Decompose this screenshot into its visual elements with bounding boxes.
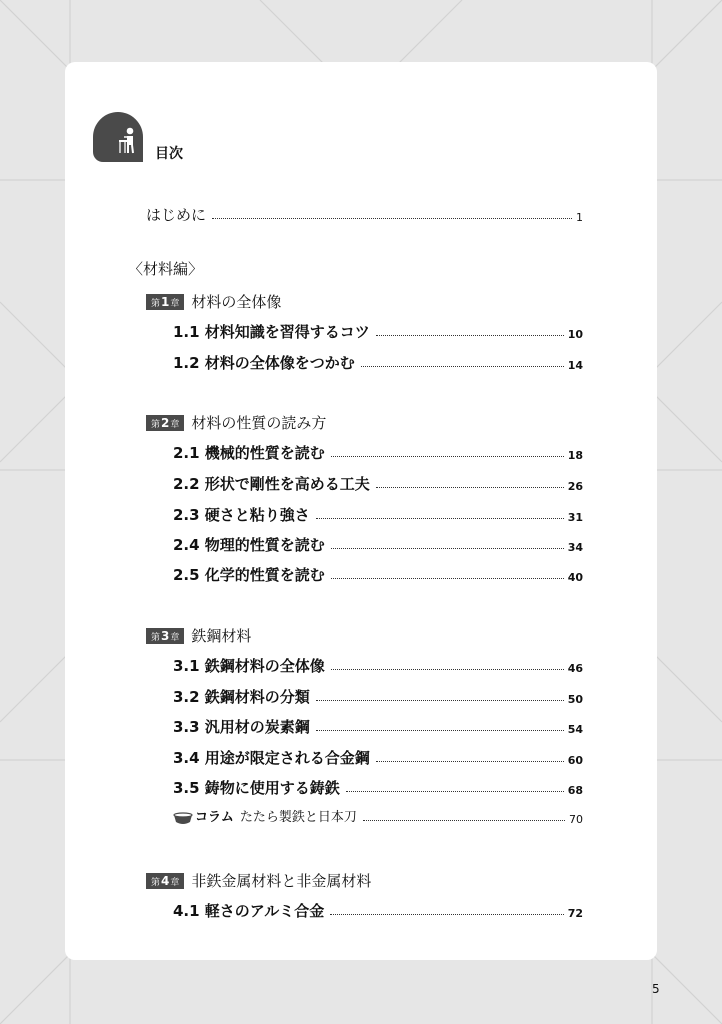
entry-label: 2.2 形状で剛性を高める工夫	[173, 475, 370, 493]
dot-leader	[331, 547, 564, 549]
chapter-title: 材料の全体像	[191, 293, 282, 311]
page-ref: 34	[567, 541, 583, 554]
chapter-heading-3[interactable]	[146, 627, 251, 645]
chapter-title: 材料の性質の読み方	[191, 414, 327, 432]
chapter-badge: 第4章	[146, 873, 184, 889]
entry-label: 2.1 機械的性質を読む	[173, 444, 325, 462]
toc-entry[interactable]	[173, 779, 583, 797]
dot-leader	[330, 913, 563, 915]
entry-label: 3.3 汎用材の炭素鋼	[173, 718, 310, 736]
toc-entry-column[interactable]	[173, 810, 583, 826]
toc-entry[interactable]	[173, 444, 583, 462]
dot-leader	[331, 577, 564, 579]
dot-leader	[331, 455, 564, 457]
toc-entry[interactable]	[173, 902, 583, 920]
page-ref: 54	[567, 723, 583, 736]
toc-entry[interactable]	[173, 536, 583, 554]
dot-leader	[331, 668, 564, 670]
toc-entry[interactable]	[173, 718, 583, 736]
page-ref: 31	[567, 511, 583, 524]
chapter-heading-4[interactable]	[146, 872, 371, 890]
entry-label: 3.5 鋳物に使用する鋳鉄	[173, 779, 340, 797]
toc-entry[interactable]	[173, 566, 583, 584]
dot-leader	[361, 365, 564, 367]
page-ref: 40	[567, 571, 583, 584]
dot-leader	[376, 486, 564, 488]
toc-entry[interactable]	[173, 475, 583, 493]
entry-label: 3.4 用途が限定される合金鋼	[173, 749, 370, 767]
entry-label: 2.4 物理的性質を読む	[173, 536, 325, 554]
page-ref: 1	[576, 211, 583, 224]
entry-label: たたら製鉄と日本刀	[239, 810, 357, 825]
chapter-badge: 第2章	[146, 415, 184, 431]
page-ref: 60	[567, 754, 583, 767]
reader-at-desk-icon	[93, 112, 143, 162]
entry-label: 3.2 鉄鋼材料の分類	[173, 688, 310, 706]
toc-entry[interactable]	[173, 354, 583, 372]
chapter-badge: 第3章	[146, 628, 184, 644]
entry-label: はじめに	[146, 206, 207, 224]
page-ref: 18	[567, 449, 583, 462]
page-ref: 10	[567, 328, 583, 341]
page-ref: 14	[567, 359, 583, 372]
entry-label: 2.5 化学的性質を読む	[173, 566, 325, 584]
dot-leader	[376, 760, 564, 762]
toc-entry[interactable]	[173, 323, 583, 341]
dot-leader	[212, 217, 572, 219]
chapter-heading-2[interactable]	[146, 414, 326, 432]
entry-label: 4.1 軽さのアルミ合金	[173, 902, 325, 920]
category-label: 〈材料編〉	[128, 260, 204, 278]
dot-leader	[316, 699, 564, 701]
chapter-title: 非鉄金属材料と非金属材料	[191, 872, 372, 890]
page-ref: 72	[567, 907, 583, 920]
column-label: コラム	[195, 810, 234, 825]
entry-label: 3.1 鉄鋼材料の全体像	[173, 657, 325, 675]
dot-leader	[363, 819, 565, 821]
chapter-badge: 第1章	[146, 294, 184, 310]
page-ref: 70	[569, 813, 583, 826]
entry-label: 1.2 材料の全体像をつかむ	[173, 354, 355, 372]
page-ref: 50	[567, 693, 583, 706]
toc-heading: 目次	[155, 146, 183, 162]
entry-label: 2.3 硬さと粘り強さ	[173, 506, 310, 524]
page-number: 5	[652, 982, 660, 996]
dot-leader	[316, 729, 564, 731]
chapter-heading-1[interactable]	[146, 293, 281, 311]
page-ref: 46	[567, 662, 583, 675]
page-ref: 26	[567, 480, 583, 493]
toc-entry[interactable]	[173, 688, 583, 706]
dot-leader	[376, 334, 564, 336]
toc-entry[interactable]	[173, 506, 583, 524]
teacup-icon	[173, 812, 193, 826]
dot-leader	[346, 790, 564, 792]
toc-entry[interactable]	[173, 657, 583, 675]
chapter-title: 鉄鋼材料	[191, 627, 252, 645]
dot-leader	[316, 517, 564, 519]
toc-entry[interactable]	[173, 749, 583, 767]
entry-label: 1.1 材料知識を習得するコツ	[173, 323, 370, 341]
toc-entry-intro[interactable]	[146, 206, 583, 224]
page-ref: 68	[567, 784, 583, 797]
